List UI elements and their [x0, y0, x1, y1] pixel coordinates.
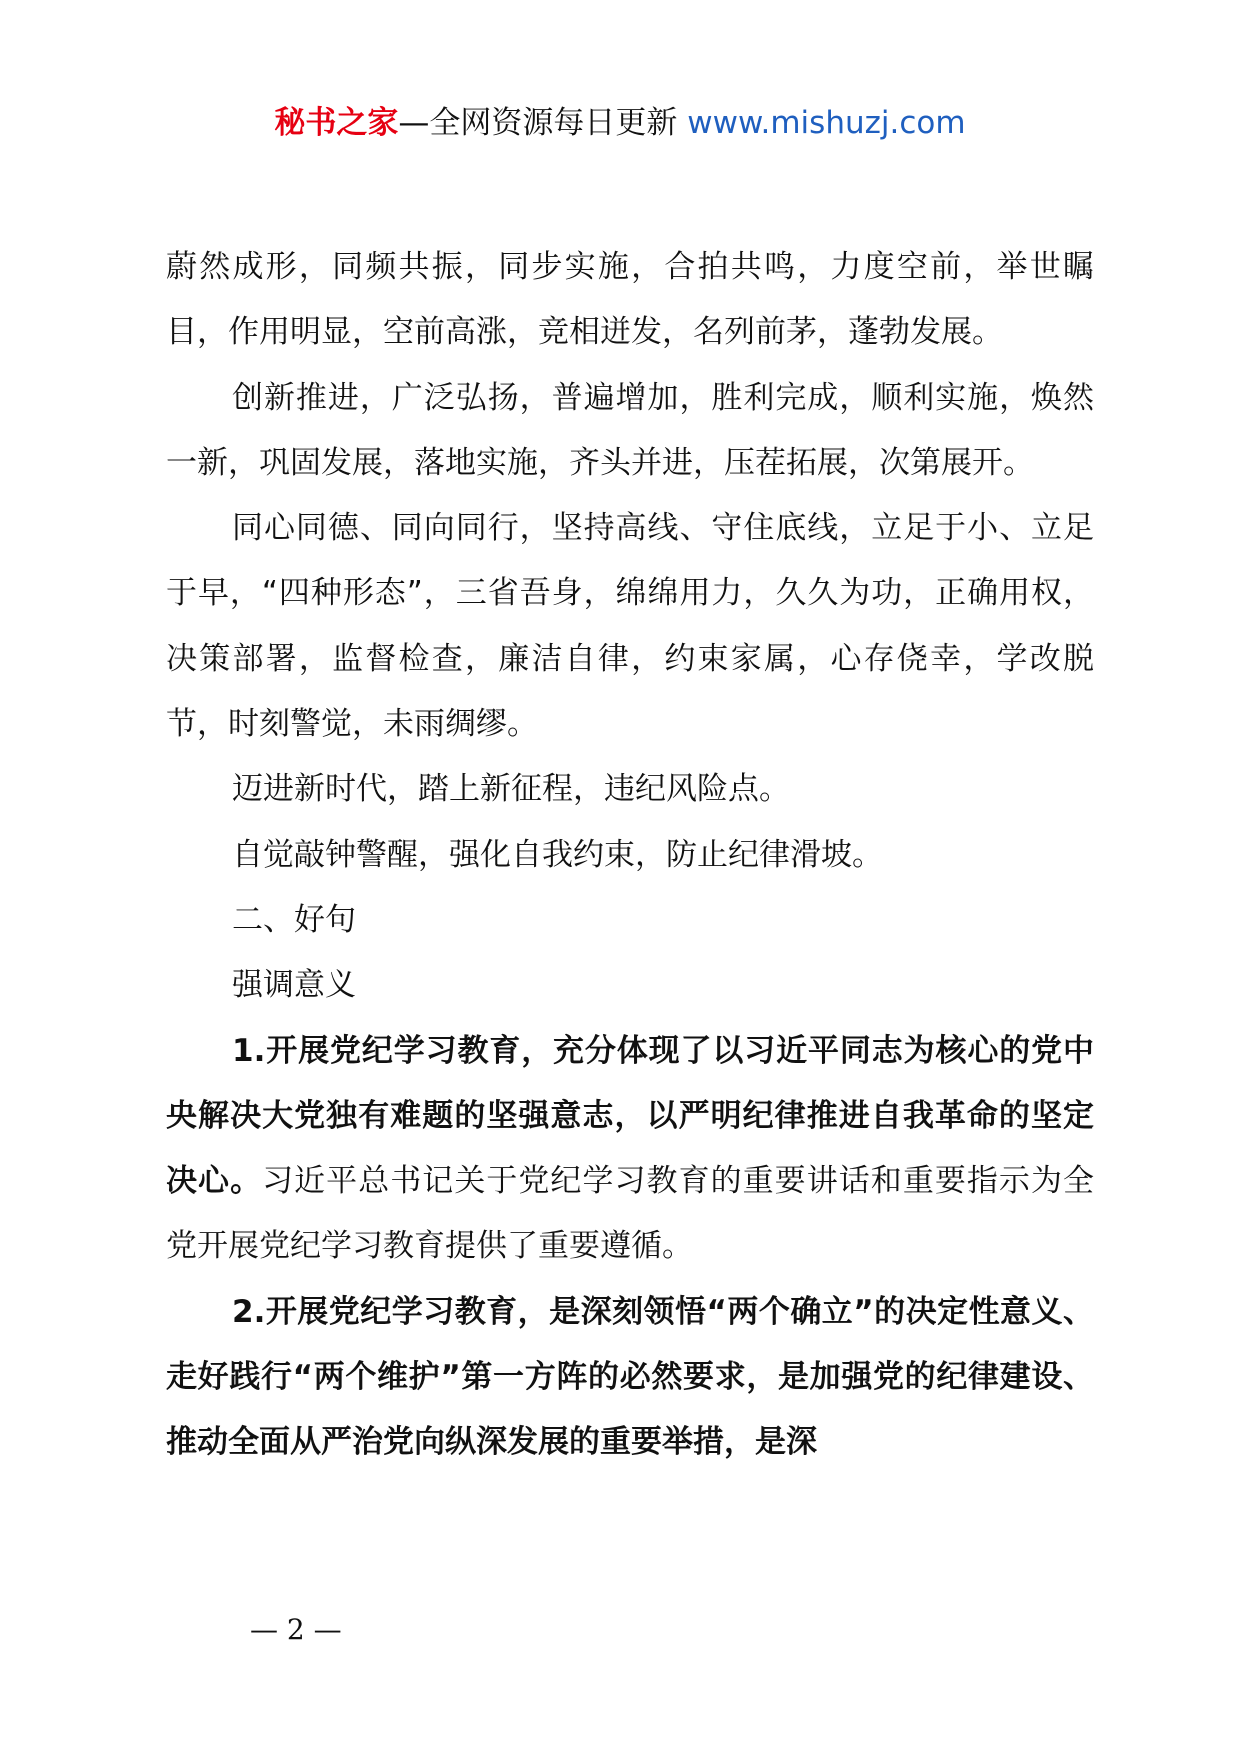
paragraph-4: 迈进新时代，踏上新征程，违纪风险点。	[232, 771, 790, 808]
page-number: — 2 —	[250, 1613, 342, 1646]
paragraph-1: 蔚然成形，同频共振，同步实施，合拍共鸣，力度空前，举世瞩目，作用明显，空前高涨，竞相迸发，名列前茅，蓬勃发展。	[166, 249, 1094, 351]
brand-name: 秘书之家	[274, 105, 399, 141]
paragraph-8-bold: 1.开展党纪学习教育，充分体现了以习近平同志为核心的党中央解决大党独有难题的坚强意志，以严明纪律推进自我革命的坚定决心。	[166, 1032, 1094, 1200]
document-body	[166, 235, 1094, 1476]
section-heading: 二、好句	[232, 901, 356, 938]
page-header	[0, 100, 1240, 146]
paragraph-2: 创新推进，广泛弘扬，普遍增加，胜利完成，顺利实施，焕然一新，巩固发展，落地实施，齐头并进，压茬拓展，次第展开。	[166, 379, 1094, 481]
paragraph-8	[166, 1019, 1094, 1280]
paragraph-3: 同心同德、同向同行，坚持高线、守住底线，立足于小、立足于早，“四种形态”，三省吾身，绵绵用力，久久为功，正确用权，决策部署，监督检查，廉洁自律，约束家属，心存侥幸，学改脱节，时刻警觉，未雨绸缪。	[166, 510, 1094, 743]
paragraph-9-bold: 2.开展党纪学习教育，是深刻领悟“两个确立”的决定性意义、走好践行“两个维护”第一方阵的必然要求，是加强党的纪律建设、推动全面从严治党向纵深发展的重要举措，是深	[166, 1293, 1094, 1461]
subsection-heading: 强调意义	[232, 967, 356, 1004]
paragraph-9	[166, 1280, 1094, 1476]
paragraph-8-rest: 习近平总书记关于党纪学习教育的重要讲话和重要指示为全党开展党纪学习教育提供了重要遵循。	[166, 1163, 1094, 1265]
header-tagline: —全网资源每日更新	[398, 105, 688, 141]
paragraph-5: 自觉敲钟警醒，强化自我约束，防止纪律滑坡。	[232, 836, 883, 873]
site-url-link[interactable]: www.mishuzj.com	[687, 105, 966, 141]
